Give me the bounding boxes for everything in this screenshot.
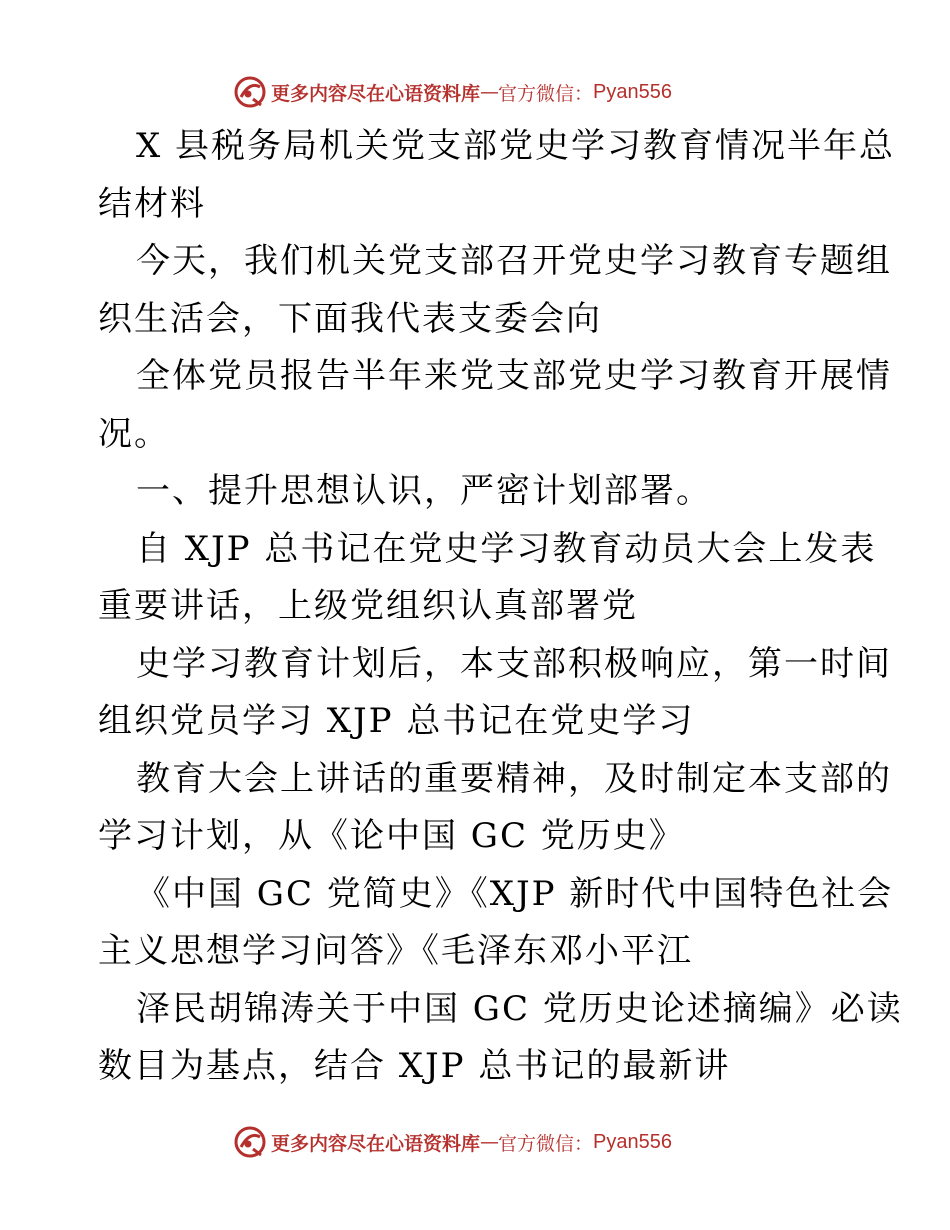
watermark-wechat-label: 官方微信： [498,1132,594,1155]
paragraph-line: 教育大会上讲话的重要精神，及时制定本支部的 [136,758,892,799]
paragraph-line: 组织党员学习 XJP 总书记在党史学习 [98,701,695,741]
paragraph-line: 泽民胡锦涛关于中国 GC 党历史论述摘编》必读 [136,988,903,1029]
paragraph [98,348,892,463]
paragraph-title [98,118,896,233]
logo-icon [233,1125,267,1159]
paragraph [98,866,894,981]
logo-icon [233,75,267,109]
paragraph [98,636,892,751]
watermark-site-text: 更多内容尽在心语资料库 [271,82,481,105]
paragraph-line: 学习计划，从《论中国 GC 党历史》 [98,816,685,856]
paragraph-line: 重要讲话，上级党组织认真部署党 [98,586,638,626]
paragraph-line: 况。 [98,413,170,454]
document-body [98,118,903,1096]
watermark-wechat-id: Pyan556 [593,80,672,103]
paragraph-line: 主义思想学习问答》《毛泽东邓小平江 [98,931,693,971]
watermark-site-text: 更多内容尽在心语资料库 [271,1132,481,1155]
watermark-separator: — [480,81,499,103]
paragraph-line: 自 XJP 总书记在党史学习教育动员大会上发表 [136,528,877,569]
paragraph [98,521,877,636]
paragraph-line: 史学习教育计划后，本支部积极响应，第一时间 [136,643,892,684]
paragraph-line: 结材料 [98,183,206,224]
watermark-footer [233,1124,672,1160]
paragraph [98,751,892,866]
watermark-wechat-id: Pyan556 [593,1130,672,1153]
paragraph-line: 一、提升思想认识，严密计划部署。 [136,471,712,511]
paragraph-line: 全体党员报告半年来党支部党史学习教育开展情 [136,356,892,396]
paragraph-line: 织生活会，下面我代表支委会向 [98,298,602,339]
paragraph-line: 今天，我们机关党支部召开党史学习教育专题组 [136,241,892,281]
paragraph [98,233,892,348]
paragraph-line: 数目为基点，结合 XJP 总书记的最新讲 [98,1046,731,1086]
watermark-wechat-label: 官方微信： [498,82,594,105]
paragraph-line: 《中国 GC 党简史》《XJP 新时代中国特色社会 [136,873,894,914]
paragraph-line: X 县税务局机关党支部党史学习教育情况半年总 [136,126,896,166]
section-heading [98,463,858,521]
watermark-separator: — [480,1131,499,1153]
watermark-header [233,74,672,110]
paragraph [98,981,903,1096]
